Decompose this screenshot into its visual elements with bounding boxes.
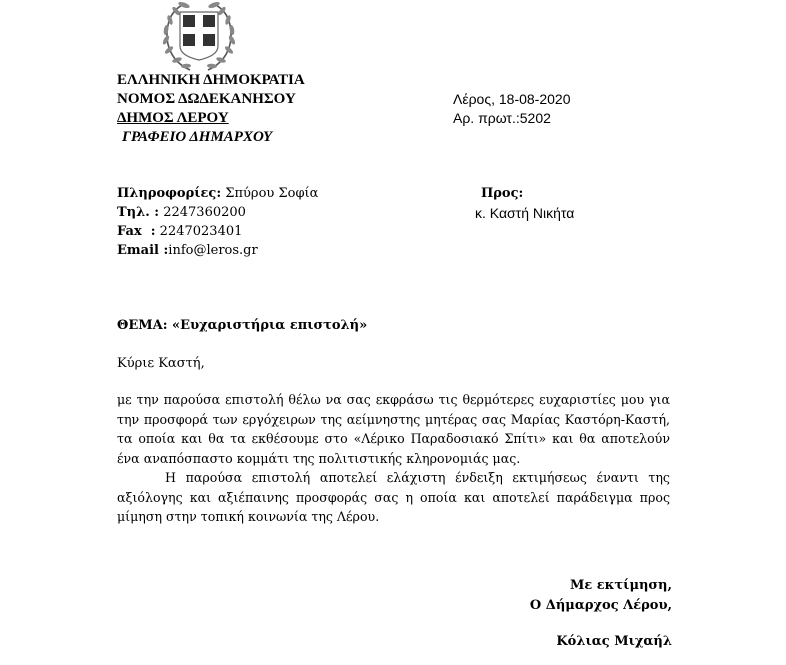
header-country: ΕΛΛΗΝΙΚΗ ΔΗΜΟΚΡΑΤΙΑ: [117, 72, 305, 88]
signature-name: Κόλιας Μιχαήλ: [556, 634, 672, 649]
contact-email-line: [117, 243, 258, 258]
fax-label: Fax :: [117, 224, 156, 239]
recipient-label: Προς:: [481, 186, 524, 201]
signature-title: Ο Δήμαρχος Λέρου,: [529, 598, 672, 613]
letter-subject: ΘΕΜΑ: «Ευχαριστήρια επιστολή»: [117, 318, 368, 333]
greek-coat-of-arms-emblem: [160, 0, 238, 72]
body-paragraph-2: Η παρούσα επιστολή αποτελεί ελάχιστη ένδειξη εκτιμήσεως έναντι της αξιόλογης και αξιέπαινης προσφοράς σας η οποία και αποτελεί παράδειγμα προς μίμηση στην τοπική κοινωνία της Λέρου.: [117, 470, 670, 524]
salutation: Κύριε Καστή,: [117, 356, 205, 371]
signature-closing: Με εκτίμηση,: [569, 578, 672, 593]
header-municipality: ΔΗΜΟΣ ΛΕΡΟΥ: [117, 110, 229, 126]
email-label: Email :: [117, 243, 169, 258]
header-prefecture: ΝΟΜΟΣ ΔΩΔΕΚΑΝΗΣΟΥ: [117, 91, 296, 107]
phone-value: 2247360200: [159, 205, 246, 220]
recipient-name: κ. Καστή Νικήτα: [475, 205, 575, 221]
header-office: ΓΡΑΦΕΙΟ ΔΗΜΑΡΧΟΥ: [122, 129, 273, 145]
body-paragraph-1: με την παρούσα επιστολή θέλω να σας εκφράσω τις θερμότερες ευχαριστίες μου για την προσφορά των εργόχειρων της αείμνηστης μητέρας σας Μαρίας Καστόρη-Καστή, τα οποία και θα τα εκθέσουμε στο «Λέρικο Παραδοσιακό Σπίτι» και θα αποτελούν ένα αναπόσπαστο κομμάτι της πολιτιστικής κληρονομιάς μας.: [117, 392, 670, 466]
place-date: Λέρος, 18-08-2020: [453, 91, 571, 107]
phone-label: Τηλ. :: [117, 205, 160, 220]
info-label: Πληροφορίες:: [117, 186, 222, 201]
email-value[interactable]: info@leros.gr: [168, 243, 258, 258]
letter-body: [117, 390, 670, 527]
contact-phone-line: [117, 205, 246, 220]
contact-info-line: [117, 186, 318, 201]
contact-fax-line: [117, 224, 242, 239]
fax-value: 2247023401: [155, 224, 243, 239]
info-value: Σπύρου Σοφία: [221, 186, 319, 201]
protocol-number: Αρ. πρωτ.:5202: [453, 110, 551, 126]
